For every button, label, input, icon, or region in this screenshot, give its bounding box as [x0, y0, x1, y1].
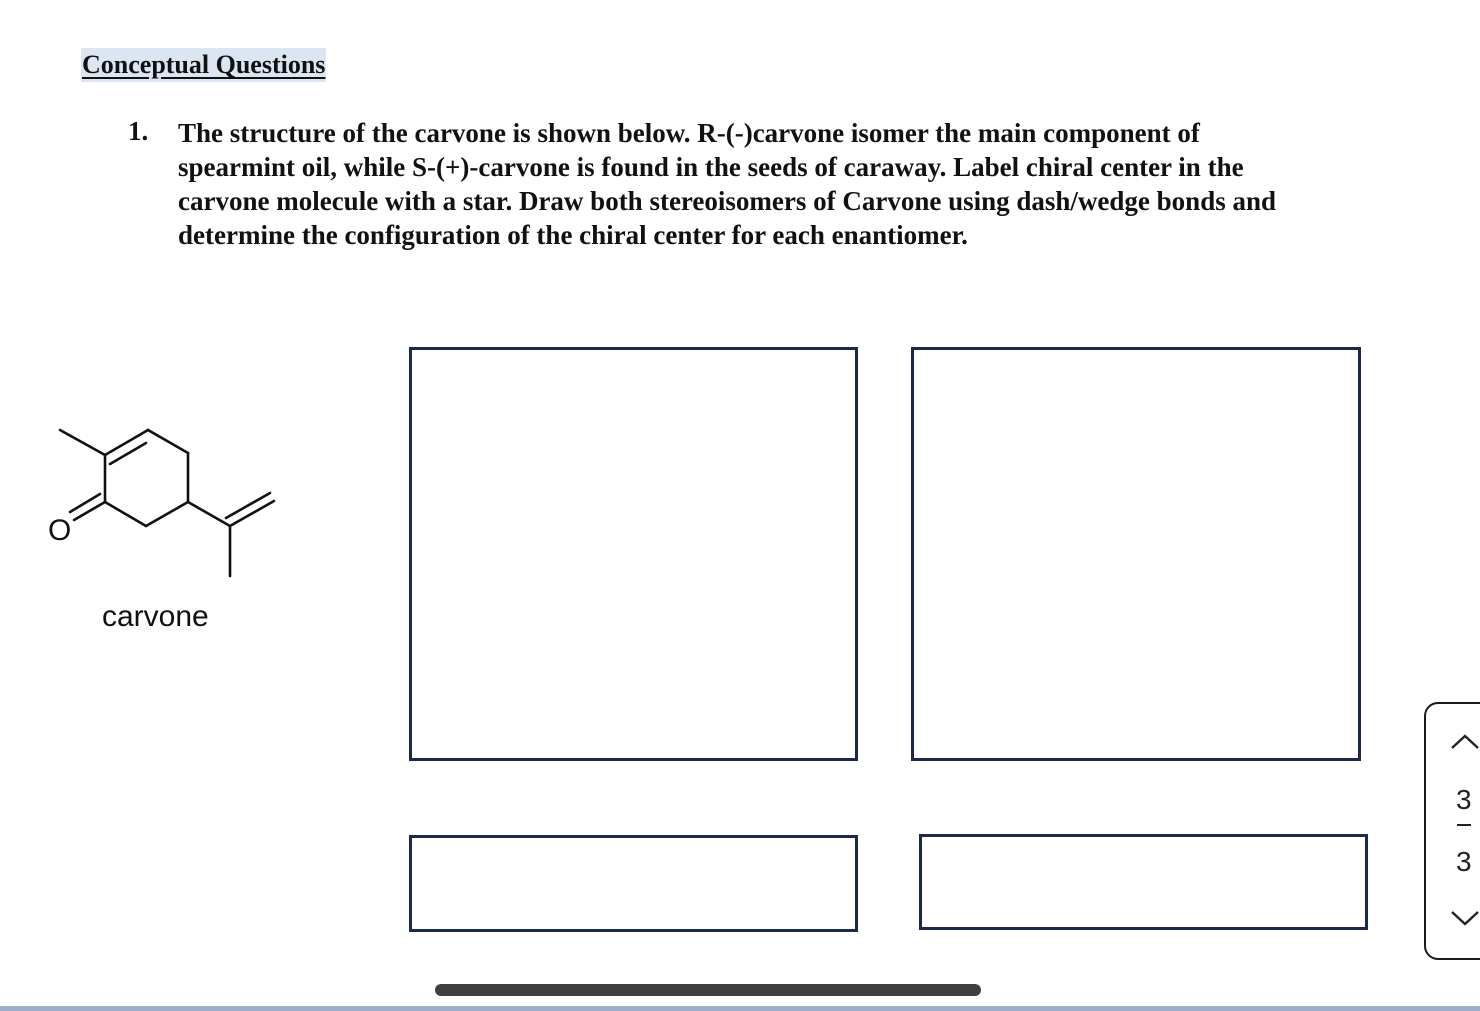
vinyl-double-bond-a: [230, 501, 274, 526]
carvone-structure: [40, 420, 290, 590]
structure-caption: carvone: [102, 600, 209, 633]
answer-box-enantiomer-1[interactable]: [409, 347, 858, 761]
page-separator: [1457, 824, 1471, 826]
horizontal-scrollbar[interactable]: [435, 984, 981, 996]
vinyl-double-bond-b: [226, 493, 270, 518]
question-number: 1.: [128, 116, 149, 146]
answer-box-enantiomer-2[interactable]: [911, 347, 1361, 761]
total-pages: 3: [1456, 846, 1472, 877]
section-heading: Conceptual Questions: [81, 48, 326, 82]
page-indicator: [1424, 702, 1480, 960]
isopropenyl-bond: [188, 502, 230, 526]
methyl-bond: [60, 430, 105, 455]
carbonyl-bond-a: [74, 502, 105, 520]
question-text: The structure of the carvone is shown below. R-(-)carvone isomer the main component of spearmint oil, while S-(+)-carvone is found in the seeds of caraway. Label chiral center in the carvone molecule with a star. Draw both stereoisomers of Carvone using dash/wedge bonds and determine the configuration of the chiral center for each enantiomer.: [178, 118, 1277, 250]
oxygen-label: O: [48, 514, 72, 547]
ring-bond-4: [146, 502, 188, 526]
ring-bond-1: [105, 430, 148, 455]
ring-bond-5: [105, 502, 146, 526]
answer-box-configuration-1[interactable]: [409, 835, 858, 932]
chevron-up-icon[interactable]: [1450, 734, 1480, 750]
chevron-down-icon[interactable]: [1450, 910, 1480, 926]
ring-double-bond-inner: [110, 443, 146, 464]
ring-bond-2: [148, 430, 188, 453]
carbonyl-bond-b: [70, 494, 100, 512]
answer-box-configuration-2[interactable]: [919, 834, 1368, 930]
bottom-border: [0, 1006, 1480, 1011]
current-page: 3: [1456, 784, 1472, 815]
